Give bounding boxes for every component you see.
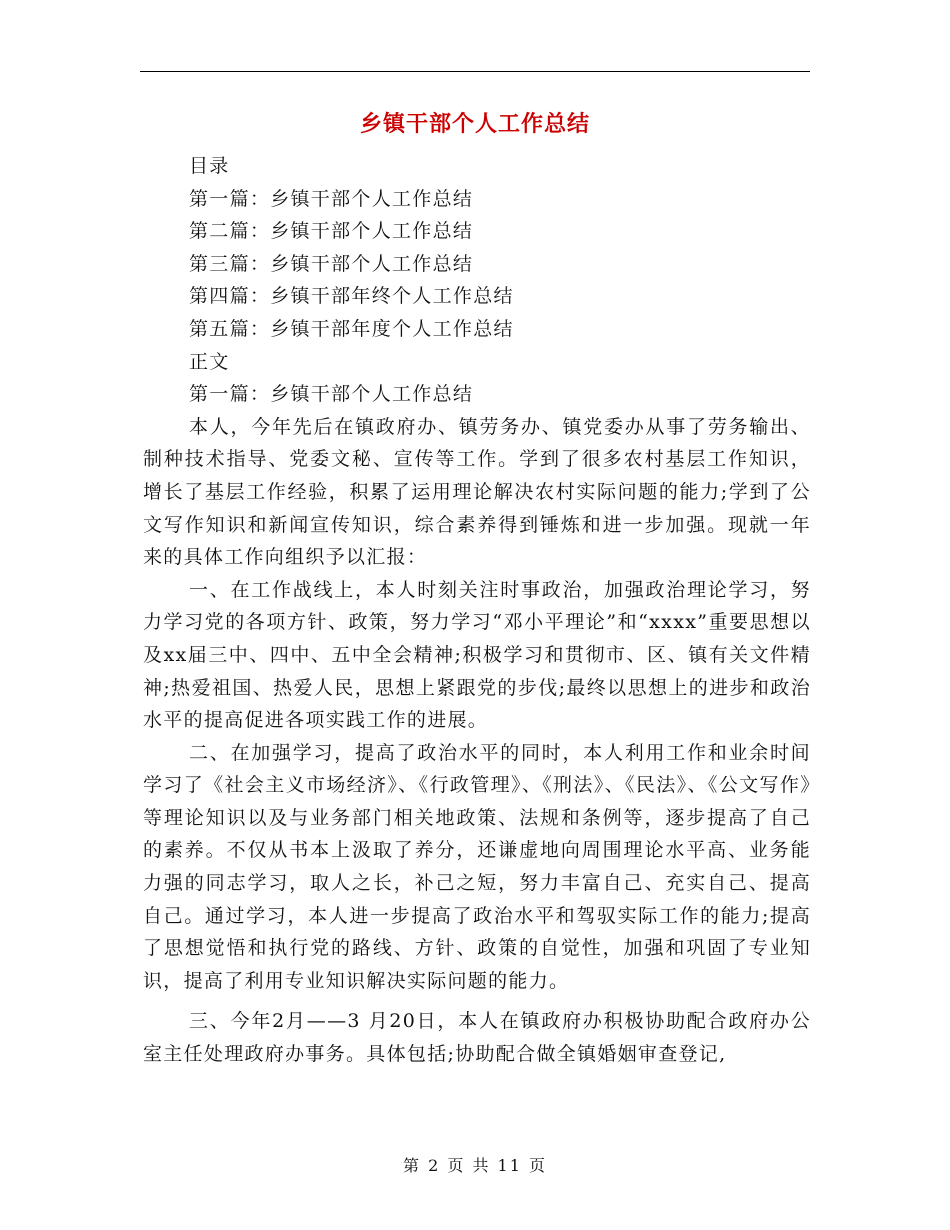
toc-item: 第三篇：乡镇干部个人工作总结 xyxy=(189,252,474,275)
paragraph: 二、在加强学习，提高了政治水平的同时，本人利用工作和业余时间学习了《社会主义市场经济》、《行政管理》、《刑法》、《民法》、《公文写作》等理论知识以及与业务部门相关地政策、法规和条例等，逐步提高了自己的素养。不仅从书本上汲取了养分，还谦虚地向周围理论水平高、业务能力强的同志学习，取人之长，补己之短，努力丰富自己、充实自己、提高自己。通过学习，本人进一步提高了政治水平和驾驭实际工作的能力;提高了思想觉悟和执行党的路线、方针、政策的自觉性，加强和巩固了专业知识，提高了利用专业知识解决实际问题的能力。 xyxy=(143,741,811,992)
toc-item: 第四篇：乡镇干部年终个人工作总结 xyxy=(189,285,514,308)
section-title: 第一篇：乡镇干部个人工作总结 xyxy=(189,383,474,406)
paragraph: 三、今年2月——3 月20日，本人在镇政府办积极协助配合政府办公室主任处理政府办事务。具体包括;协助配合做全镇婚姻审查登记, xyxy=(143,1010,811,1066)
toc-item: 第五篇：乡镇干部年度个人工作总结 xyxy=(189,317,514,340)
document-title: 乡镇干部个人工作总结 xyxy=(359,112,590,137)
toc-item: 第一篇：乡镇干部个人工作总结 xyxy=(189,187,474,210)
paragraph: 本人，今年先后在镇政府办、镇劳务办、镇党委办从事了劳务输出、制种技术指导、党委文秘、宣传等工作。学到了很多农村基层工作知识，增长了基层工作经验，积累了运用理论解决农村实际问题的能力;学到了公文写作知识和新闻宣传知识，综合素养得到锤炼和进一步加强。现就一年来的具体工作向组织予以汇报： xyxy=(143,415,811,569)
paragraph: 一、在工作战线上，本人时刻关注时事政治，加强政治理论学习，努力学习党的各项方针、政策，努力学习“邓小平理论”和“xxxx”重要思想以及xx届三中、四中、五中全会精神;积极学习和贯彻市、区、镇有关文件精神;热爱祖国、热爱人民，思想上紧跟党的步伐;最终以思想上的进步和政治水平的提高促进各项实践工作的进展。 xyxy=(143,578,811,732)
toc-heading: 目录 xyxy=(189,155,230,177)
document-body xyxy=(143,150,811,1071)
toc-item: 第二篇：乡镇干部个人工作总结 xyxy=(189,220,474,243)
header-rule xyxy=(140,71,810,72)
page-number-footer: 第 2 页 共 11 页 xyxy=(403,1156,547,1175)
body-heading: 正文 xyxy=(189,350,230,373)
